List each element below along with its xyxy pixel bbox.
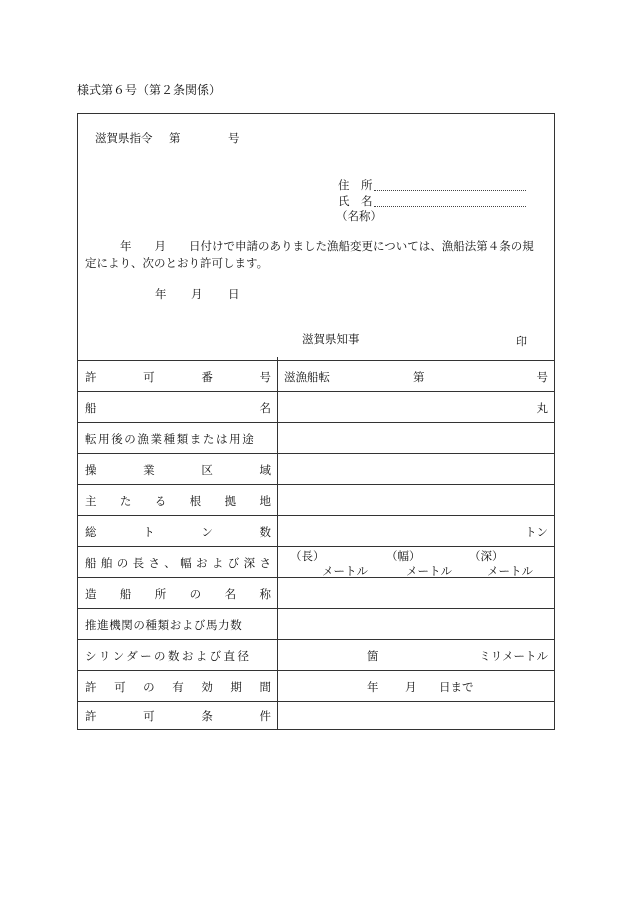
row-value bbox=[284, 454, 548, 485]
governor-title: 滋賀県知事 bbox=[302, 332, 360, 346]
table-row bbox=[78, 484, 554, 516]
row-value bbox=[284, 485, 548, 516]
table-row bbox=[78, 453, 554, 485]
row-label: 許 可 の 有 効 期 間 bbox=[85, 679, 271, 694]
date-day: 日 bbox=[228, 287, 240, 301]
row-label: 許 可 条 件 bbox=[85, 709, 271, 723]
date-year: 年 bbox=[155, 287, 167, 301]
table-row bbox=[78, 515, 554, 547]
row-label: 造 船 所 の 名 称 bbox=[85, 586, 271, 601]
row-value: 丸 bbox=[536, 401, 548, 415]
table-row bbox=[78, 701, 554, 730]
row-value bbox=[284, 702, 548, 730]
table-row bbox=[78, 391, 554, 423]
row-value: 滋漁船転 第 号 bbox=[284, 370, 548, 384]
row-value: トン bbox=[525, 525, 548, 539]
row-value: 箇 ミリメートル bbox=[367, 649, 548, 663]
table-row bbox=[78, 422, 554, 454]
row-value bbox=[284, 423, 548, 454]
row-value bbox=[284, 609, 548, 640]
address-label: 住 所 bbox=[338, 178, 373, 192]
permit-form-frame bbox=[77, 113, 555, 730]
row-label: 船 舶 の 長 さ 、 幅 お よ び 深 さ bbox=[85, 555, 271, 570]
row-label: 主 た る 根 拠 地 bbox=[85, 493, 271, 508]
row-label: 許 可 番 号 bbox=[85, 369, 271, 384]
designation-go: 号 bbox=[228, 131, 240, 145]
row-value: 年 月 日まで bbox=[367, 680, 474, 694]
row-label: 推進機関の種類および馬力数 bbox=[85, 617, 243, 632]
table-row bbox=[78, 670, 554, 702]
row-label: 転用後の漁業種類または用途 bbox=[85, 431, 256, 446]
address-line bbox=[374, 190, 526, 191]
designation-prefix: 滋賀県指令 bbox=[95, 131, 153, 145]
row-value bbox=[284, 578, 548, 609]
row-label: シリンダーの数および直径 bbox=[85, 648, 252, 663]
body-text-line-1: 年 月 日付けで申請のありました漁船変更については、漁船法第４条の規 bbox=[120, 239, 534, 253]
row-label: 総 ト ン 数 bbox=[85, 524, 271, 539]
name-line bbox=[374, 206, 526, 207]
form-number-label: 様式第６号（第２条関係） bbox=[77, 83, 222, 97]
name-label: 氏 名 bbox=[338, 194, 373, 208]
table-row bbox=[78, 608, 554, 640]
table-row bbox=[78, 360, 554, 392]
seal-mark: 印 bbox=[516, 335, 527, 348]
row-label: 船 名 bbox=[85, 400, 271, 415]
table-row bbox=[78, 546, 554, 578]
row-label: 操 業 区 域 bbox=[85, 462, 271, 477]
row-value: （長） （幅） （深） メートル メートル メートル bbox=[290, 549, 533, 578]
designation-dai: 第 bbox=[169, 131, 181, 145]
table-row bbox=[78, 577, 554, 609]
body-text-line-2: 定により、次のとおり許可します。 bbox=[85, 256, 269, 270]
date-month: 月 bbox=[191, 287, 203, 301]
corporate-name-label: （名称） bbox=[336, 209, 382, 223]
table-row bbox=[78, 639, 554, 671]
